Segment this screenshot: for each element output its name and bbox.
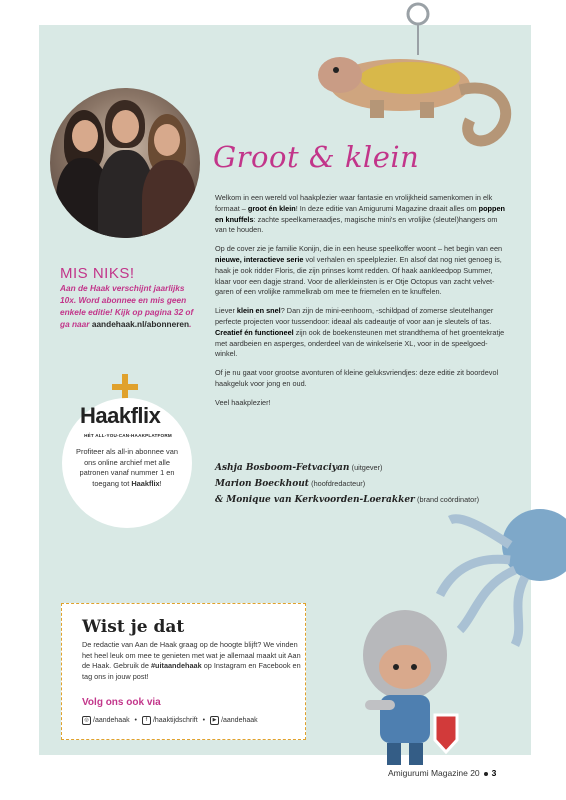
team-photo xyxy=(50,88,200,238)
article-body xyxy=(215,193,505,417)
article-title: Groot & klein xyxy=(213,140,420,174)
signature-line: Marion Boeckhout (hoofdredacteur) xyxy=(215,479,366,489)
social-link-instagram[interactable]: ◎ /aandehaak xyxy=(82,716,130,725)
subscribe-link[interactable]: aandehaak.nl/abonneren xyxy=(91,319,190,329)
haakflix-logo: Haakflix xyxy=(80,403,161,428)
promo-text: Aan de Haak verschijnt jaarlijks 10x. Word abonnee en mis geen enkele editie! Kijk op pagina 32 of ga naar aandehaak.nl/abonneren. xyxy=(60,283,194,329)
subscription-promo xyxy=(60,265,200,330)
knight-doll-image xyxy=(325,595,495,770)
paragraph: Liever klein en snel? Dan zijn de mini-eenhoorn, -schildpad of zomerse sleutelhanger perfecte projecten voor tussendoor: ideaal als cadeautje of voor aan je sleutels of tas. Creatief én functioneel zijn ook de boekensteunen met strandthema of het groentekratje met aardbeien en asperges, onderdeel van de winkelserie XL, voor in de speelgoed-winkel. xyxy=(215,306,505,359)
paragraph: Of je nu gaat voor grootse avonturen of kleine geluksvriendjes: deze editie zit boordevol haakgeluk voor jong en oud. xyxy=(215,368,499,388)
follow-heading: Volg ons ook via xyxy=(82,697,161,708)
plus-icon xyxy=(112,374,138,400)
signature-line: Ashja Bosboom-Fetvaciyan (uitgever) xyxy=(215,463,383,473)
paragraph: Op de cover zie je familie Konijn, die in een heuse speelkoffer woont – het begin van een nieuwe, interactieve serie vol verhalen en speelplezier. En alsof dat nog niet genoeg is, haak je ook ridder Floris, die zijn prinses komt redden. Of haak aankleedpop Summer, klaar voor een dagje strand. Voor de allerkleinsten is er Otje Octopus van zacht velvet-garen of een vrolijke rammelkrab om mee te friemelen en te knuffelen. xyxy=(215,244,503,297)
promo-title: MIS NIKS! xyxy=(60,265,135,282)
social-link-facebook[interactable]: f /haaktijdschrift xyxy=(142,716,198,725)
youtube-icon: ▶ xyxy=(210,716,219,725)
social-links: ◎ /aandehaak • f /haaktijdschrift • ▶ /aandehaak xyxy=(82,716,258,725)
signatures xyxy=(215,460,515,508)
facebook-icon: f xyxy=(142,716,151,725)
instagram-icon: ◎ xyxy=(82,716,91,725)
paragraph: Welkom in een wereld vol haakplezier waar fantasie en vrolijkheid samenkomen in elk formaat – groot én klein! In deze editie van Amigurumi Magazine draait alles om poppen en knuffels: zachte speelkameraadjes, magische mini's en vrolijke (sleutel)hangers om van te houden. xyxy=(215,193,505,235)
info-box-text: De redactie van Aan de Haak graag op de hoogte blijft? We vinden het heel leuk om mee te genieten met wat je allemaal maakt uit Aan de Haak. Gebruik de #uitaandehaak op Instagram en Facebook en tag ons in jouw post! xyxy=(82,640,301,681)
haakflix-text: Profiteer als all-in abonnee van ons online archief met alle patronen vanaf nummer 1 en toegang tot Haakflix! xyxy=(76,447,178,488)
page-footer: Amigurumi Magazine 20 3 xyxy=(388,768,497,778)
haakflix-tagline: HÉT ALL-YOU-CAN-HAAKPLATFORM xyxy=(84,433,172,438)
page-number: 3 xyxy=(491,768,497,778)
social-link-youtube[interactable]: ▶ /aandehaak xyxy=(210,716,258,725)
info-box-title: Wist je dat xyxy=(82,617,185,637)
signature-line: & Monique van Kerkvoorden-Loerakker (brand coördinator) xyxy=(215,495,480,505)
closing-line: Veel haakplezier! xyxy=(215,397,271,407)
